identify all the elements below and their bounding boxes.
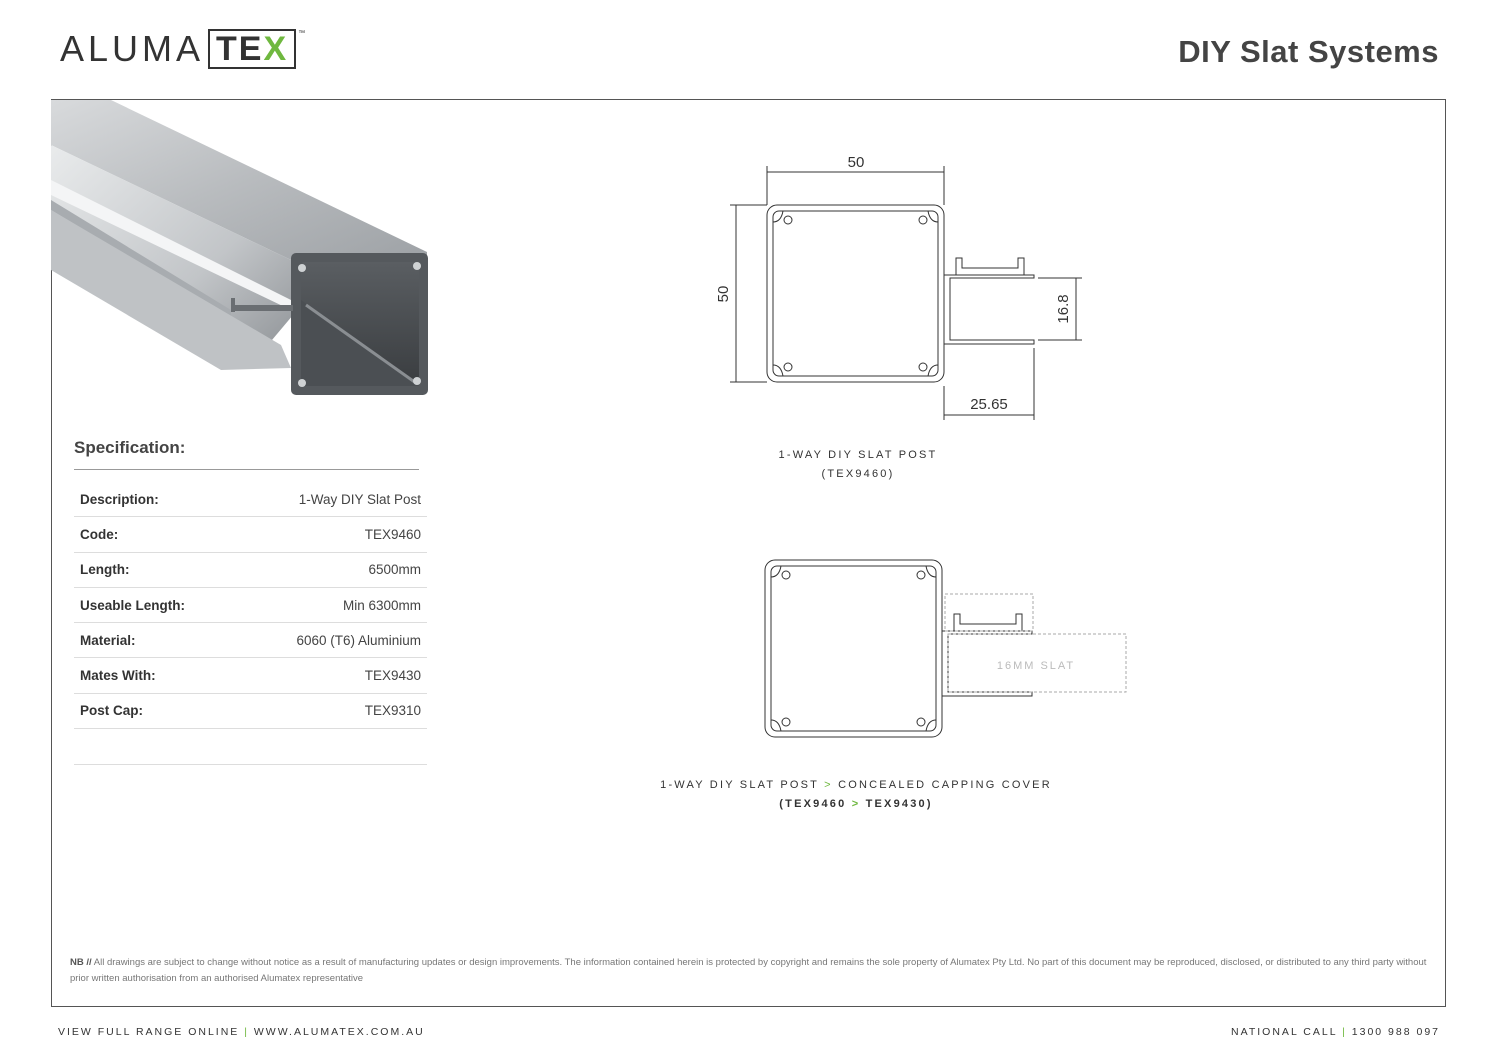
dim-bottom-label: 25.65 (970, 396, 1008, 413)
logo-bold-text: TE (216, 30, 264, 68)
spec-value: Min 6300mm (342, 597, 421, 613)
spec-label: Length: (80, 562, 130, 578)
footer-call-label: NATIONAL CALL (1231, 1026, 1338, 1038)
spec-row (74, 588, 427, 623)
note-text: All drawings are subject to change without notice as a result of manufacturing updates or design improvements. The information contained herein is protected by copyright and remains the sole property of Alumatex Pty Ltd. No part of this document may be reproduced, disclosed, or distributed to any third party without prior written authorisation from an authorised Alumatex representative (70, 957, 1427, 984)
spec-label: Useable Length: (80, 597, 186, 613)
disclaimer-note (70, 955, 1430, 987)
spec-value: TEX9460 (364, 526, 421, 542)
spec-row (74, 482, 427, 517)
drawing-2-caption-part-a: 1-WAY DIY SLAT POST (660, 779, 819, 791)
drawing-2-caption-code-a: (TEX9460 (779, 798, 847, 810)
slat-label: 16MM SLAT (996, 660, 1076, 672)
spec-value: 1-Way DIY Slat Post (298, 491, 421, 507)
product-render-image (51, 100, 431, 405)
drawing-2-caption (600, 776, 1112, 814)
footer-website-link[interactable]: WWW.ALUMATEX.COM.AU (253, 1026, 425, 1038)
footer-right (1231, 1026, 1440, 1038)
drawing-1-caption (708, 446, 1008, 484)
logo-box (208, 29, 296, 69)
dim-right-label: 16.8 (1055, 294, 1072, 324)
spec-label: Material: (80, 632, 136, 648)
footer-phone-number[interactable]: 1300 988 097 (1351, 1026, 1440, 1038)
logo-trademark: ™ (298, 30, 306, 37)
footer-range-text: VIEW FULL RANGE ONLINE (58, 1026, 240, 1038)
spec-row (74, 517, 427, 552)
footer-separator-right: | (1342, 1026, 1347, 1038)
spec-label: Description: (80, 491, 159, 507)
spec-row (74, 553, 427, 588)
footer-separator: | (244, 1026, 249, 1038)
footer-left (58, 1026, 425, 1038)
logo-x-text: X (263, 30, 289, 68)
spec-label: Code: (80, 526, 119, 542)
drawing-2-caption-part-b: CONCEALED CAPPING COVER (838, 779, 1052, 791)
spec-row (74, 658, 427, 693)
spec-table (74, 482, 427, 729)
dim-left-label: 50 (715, 285, 732, 303)
spec-divider (74, 469, 419, 470)
profile-drawing-1 (700, 150, 1100, 430)
spec-label: Mates With: (80, 668, 156, 684)
spec-heading: Specification: (74, 438, 186, 457)
spec-value: 6500mm (368, 562, 421, 578)
spec-bottom-rule (74, 764, 427, 765)
caption-arrow: > (824, 779, 833, 791)
spec-value: TEX9430 (364, 668, 421, 684)
caption-arrow-2: > (851, 798, 861, 810)
drawing-1-caption-line2: (TEX9460) (821, 468, 895, 480)
page-title: DIY Slat Systems (1178, 34, 1439, 69)
profile-drawing-2 (750, 550, 1140, 745)
spec-value: 6060 (T6) Aluminium (296, 632, 421, 648)
spec-value: TEX9310 (364, 703, 421, 719)
dim-top-label: 50 (847, 154, 865, 171)
drawing-2-caption-code-b: TEX9430) (865, 798, 933, 810)
note-prefix: NB // (70, 957, 92, 968)
spec-label: Post Cap: (80, 703, 144, 719)
spec-row (74, 623, 427, 658)
brand-logo (60, 28, 305, 70)
drawing-1-caption-line1: 1-WAY DIY SLAT POST (778, 449, 938, 461)
spec-row (74, 694, 427, 729)
logo-light-text: ALUMA (60, 28, 205, 69)
